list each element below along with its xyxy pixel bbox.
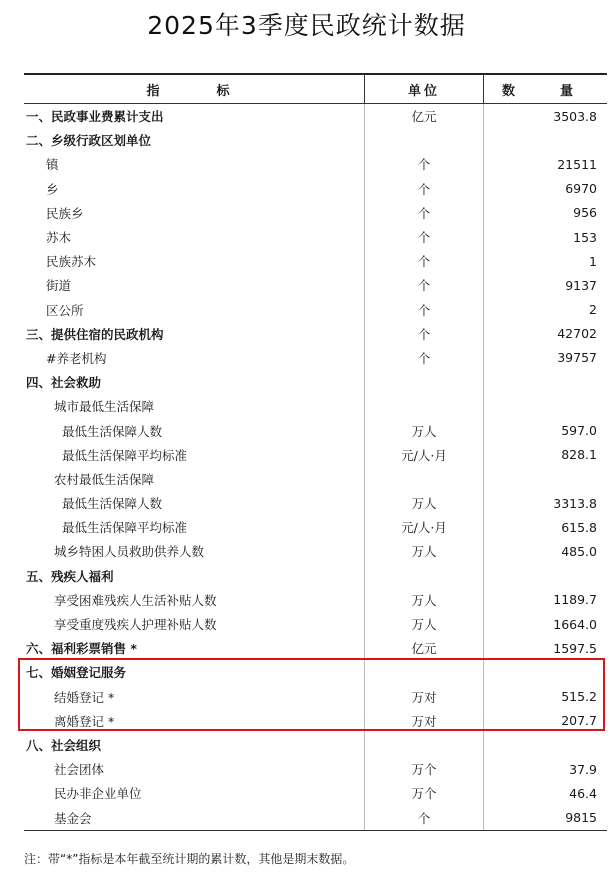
row-unit: 个	[364, 152, 484, 176]
page-title: 2025年3季度民政统计数据	[147, 11, 466, 40]
row-unit: 万人	[364, 539, 484, 563]
row-value: 515.2	[561, 689, 597, 705]
table-row	[24, 128, 607, 152]
table-row	[24, 298, 607, 322]
row-label: 五、残疾人福利	[26, 568, 114, 584]
table-row	[24, 249, 607, 273]
row-value: 2	[589, 302, 597, 318]
row-label: 城乡特困人员救助供养人数	[54, 544, 205, 560]
row-unit: 个	[364, 225, 484, 249]
row-value: 1597.5	[553, 640, 597, 656]
row-value: 6970	[565, 181, 597, 197]
row-value: 615.8	[561, 519, 597, 535]
row-label: 最低生活保障人数	[62, 496, 163, 512]
row-unit: 个	[364, 201, 484, 225]
row-unit: 万个	[364, 757, 484, 781]
row-label: 享受困难残疾人生活补贴人数	[54, 592, 217, 608]
row-value: 1	[589, 253, 597, 269]
row-label: 街道	[46, 278, 72, 294]
row-unit	[364, 370, 484, 394]
row-label: 农村最低生活保障	[54, 471, 155, 487]
row-unit	[364, 128, 484, 152]
header-unit: 单位	[364, 75, 484, 103]
row-label: 结婚登记 *	[54, 689, 115, 705]
row-unit: 万对	[364, 709, 484, 733]
row-label: 一、民政事业费累计支出	[26, 109, 164, 125]
row-unit: 个	[364, 322, 484, 346]
row-label: 社会团体	[54, 762, 105, 778]
row-unit: 万个	[364, 781, 484, 805]
table-row	[24, 515, 607, 539]
row-unit: 个	[364, 805, 484, 829]
marriage-highlight-box	[18, 658, 605, 731]
row-value: 207.7	[561, 713, 597, 729]
row-unit: 元/人·月	[364, 443, 484, 467]
table-row	[24, 225, 607, 249]
table-row	[24, 370, 607, 394]
table-row	[24, 273, 607, 297]
row-unit: 亿元	[364, 104, 484, 128]
row-label: 四、社会救助	[26, 375, 102, 391]
row-label: 二、乡级行政区划单位	[26, 133, 152, 149]
row-label: 最低生活保障平均标准	[62, 447, 188, 463]
table-row	[24, 322, 607, 346]
row-value: 153	[573, 229, 597, 245]
row-label: 区公所	[46, 302, 84, 318]
row-label: 七、婚姻登记服务	[26, 665, 127, 681]
table-row	[24, 588, 607, 612]
table-row	[24, 612, 607, 636]
table-row	[24, 757, 607, 781]
footnote: 注：带“*”指标是本年截至统计期的累计数，其他是期末数据。	[24, 852, 355, 866]
row-unit: 万人	[364, 612, 484, 636]
table-row	[24, 467, 607, 491]
header-value: 数 量	[501, 83, 589, 99]
row-unit: 个	[364, 273, 484, 297]
row-unit: 万人	[364, 418, 484, 442]
row-value: 42702	[557, 326, 597, 342]
row-label: 三、提供住宿的民政机构	[26, 326, 164, 342]
row-label: 民办非企业单位	[54, 786, 142, 802]
table-row	[24, 104, 607, 128]
row-unit	[364, 733, 484, 757]
row-label: 苏木	[46, 230, 72, 246]
row-value: 1189.7	[553, 592, 597, 608]
table-header	[24, 75, 607, 104]
row-label: 八、社会组织	[26, 737, 102, 753]
row-label: 民族苏木	[46, 254, 97, 270]
row-label: 民族乡	[46, 205, 84, 221]
row-value: 3503.8	[553, 108, 597, 124]
row-unit	[364, 467, 484, 491]
row-unit: 万人	[364, 588, 484, 612]
row-label: #养老机构	[46, 350, 107, 366]
row-label: 离婚登记 *	[54, 713, 115, 729]
row-value: 485.0	[561, 543, 597, 559]
header-indicator: 指 标	[146, 83, 252, 99]
row-label: 最低生活保障平均标准	[62, 520, 188, 536]
table-row	[24, 418, 607, 442]
table-row	[24, 152, 607, 176]
row-value: 1664.0	[553, 616, 597, 632]
row-label: 基金会	[54, 810, 92, 826]
row-value: 3313.8	[553, 495, 597, 511]
row-value: 597.0	[561, 423, 597, 439]
row-value: 956	[573, 205, 597, 221]
table-row	[24, 805, 607, 829]
row-label: 享受重度残疾人护理补贴人数	[54, 617, 217, 633]
row-unit: 万对	[364, 685, 484, 709]
row-value: 46.4	[569, 785, 597, 801]
table-row	[24, 491, 607, 515]
row-label: 六、福利彩票销售 *	[26, 641, 137, 657]
table-row	[24, 539, 607, 563]
row-unit	[364, 394, 484, 418]
row-unit: 亿元	[364, 636, 484, 660]
row-label: 最低生活保障人数	[62, 423, 163, 439]
row-value: 21511	[557, 156, 597, 172]
table-row	[24, 636, 607, 660]
row-unit: 个	[364, 177, 484, 201]
table-row	[24, 564, 607, 588]
table-row	[24, 394, 607, 418]
table-row	[24, 443, 607, 467]
row-label: 乡	[46, 181, 59, 197]
row-unit: 个	[364, 346, 484, 370]
row-unit: 个	[364, 249, 484, 273]
table-row	[24, 177, 607, 201]
row-value: 39757	[557, 350, 597, 366]
row-unit	[364, 564, 484, 588]
row-value: 37.9	[569, 761, 597, 777]
table-row	[24, 346, 607, 370]
row-label: 城市最低生活保障	[54, 399, 155, 415]
table-row	[24, 201, 607, 225]
row-unit: 万人	[364, 491, 484, 515]
row-unit: 元/人·月	[364, 515, 484, 539]
table-row	[24, 781, 607, 805]
row-label: 镇	[46, 157, 59, 173]
table-row	[24, 733, 607, 757]
row-value: 828.1	[561, 447, 597, 463]
row-unit: 个	[364, 298, 484, 322]
row-value: 9137	[565, 277, 597, 293]
row-value: 9815	[565, 810, 597, 826]
